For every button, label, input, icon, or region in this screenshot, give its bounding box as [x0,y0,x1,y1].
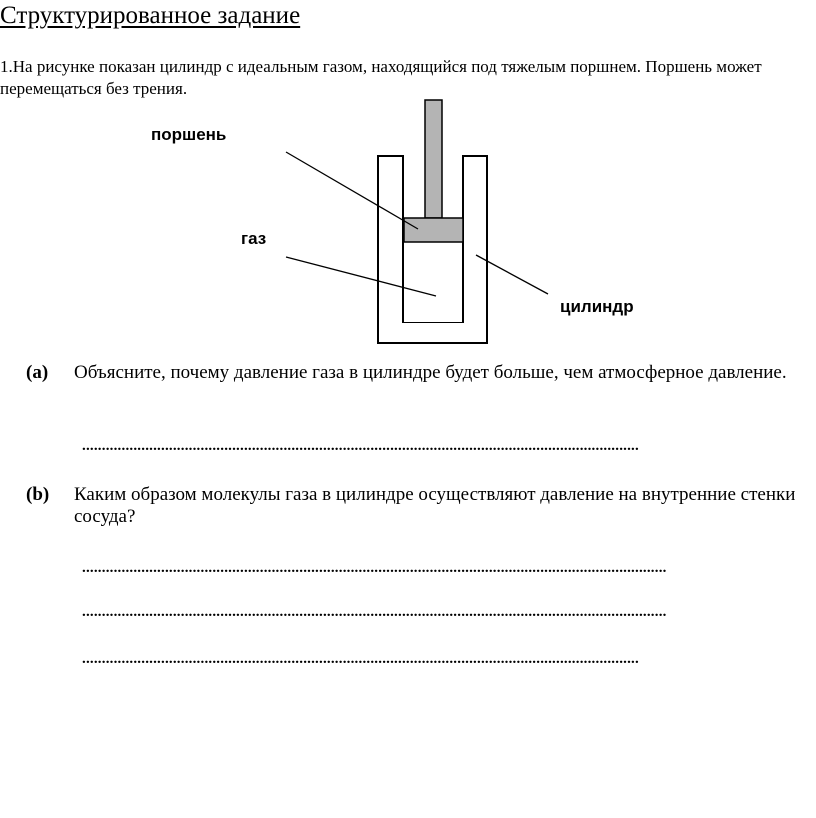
cylinder-inner-cavity [404,242,462,322]
answer-line-b3[interactable]: ............................................................................................................................................. [82,651,639,667]
question-b [26,484,816,530]
question-b-tag: (b) [26,484,50,505]
answer-line-b2[interactable]: .................................................................................................................................................... [82,604,667,620]
question-a-tag: (a) [26,362,49,383]
page-title: Структурированное задание [0,2,301,29]
answer-line-a1[interactable]: ............................................................................................................................................. [82,438,639,454]
answer-line-b1[interactable]: .................................................................................................................................................... [82,560,667,576]
question-a [26,362,816,386]
piston-label: поршень [151,125,227,144]
question-b-text: Каким образом молекулы газа в цилиндре осуществляют давление на внутренние стенки сосуда? [74,484,796,527]
piston-rod [425,100,442,218]
question-a-text: Объясните, почему давление газа в цилиндре будет больше, чем атмосферное давление. [74,362,787,383]
cylinder-label: цилиндр [560,297,634,316]
task-intro: 1.На рисунке показан цилиндр с идеальным газом, находящийся под тяжелым поршнем. Поршень может перемещаться без трения. [0,57,762,98]
piston-head [404,218,463,242]
gas-label: газ [241,229,267,248]
